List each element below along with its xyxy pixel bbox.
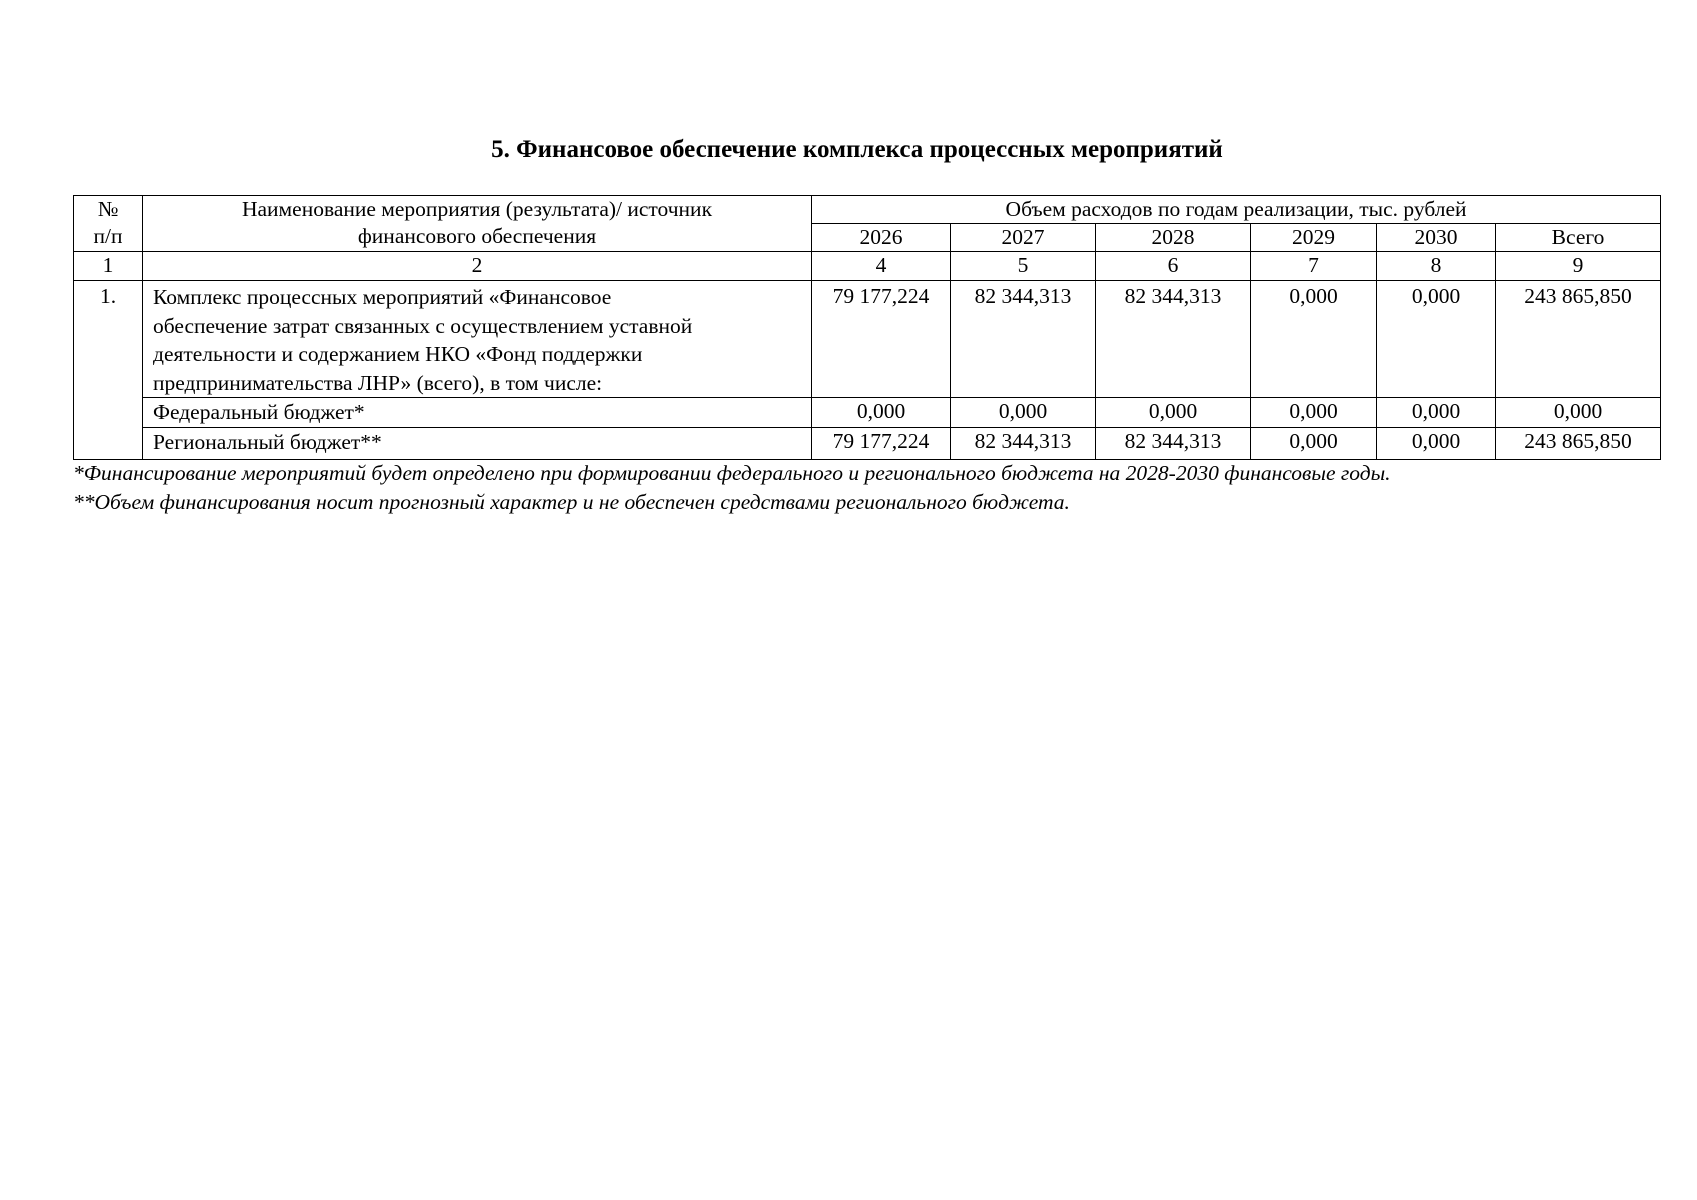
value-2027: 82 344,313 — [951, 281, 1096, 398]
header-name-line2: финансового обеспечения — [357, 224, 597, 248]
header-num-line2: п/п — [93, 224, 123, 248]
value-2027: 0,000 — [951, 398, 1096, 428]
header-year-2027: 2027 — [951, 224, 1096, 252]
colnum-2: 2 — [143, 252, 812, 281]
row-name: Федеральный бюджет* — [143, 398, 812, 428]
value-2028: 82 344,313 — [1096, 427, 1251, 459]
value-2029: 0,000 — [1251, 281, 1377, 398]
header-total: Всего — [1496, 224, 1661, 252]
financing-table — [73, 195, 1661, 460]
table-row-complex — [74, 281, 1661, 398]
value-2026: 79 177,224 — [812, 281, 951, 398]
value-2028: 82 344,313 — [1096, 281, 1251, 398]
header-group: Объем расходов по годам реализации, тыс. рублей — [812, 196, 1661, 224]
colnum-6: 6 — [1096, 252, 1251, 281]
value-2030: 0,000 — [1377, 427, 1496, 459]
table-row-federal — [74, 398, 1661, 428]
header-year-2026: 2026 — [812, 224, 951, 252]
colnum-8: 8 — [1377, 252, 1496, 281]
value-2026: 0,000 — [812, 398, 951, 428]
row-name: Региональный бюджет** — [143, 427, 812, 459]
header-name-line1: Наименование мероприятия (результата)/ источник — [241, 197, 713, 221]
row-name-line: предпринимательства ЛНР» (всего), в том числе: — [153, 370, 603, 395]
value-total: 243 865,850 — [1496, 281, 1661, 398]
footnote-1: *Финансирование мероприятий будет определено при формировании федерального и регионального бюджета на 2028-2030 финансовые годы. — [73, 461, 1391, 485]
colnum-1: 1 — [74, 252, 143, 281]
value-2027: 82 344,313 — [951, 427, 1096, 459]
value-total: 243 865,850 — [1496, 427, 1661, 459]
header-num-col — [74, 196, 143, 252]
value-2029: 0,000 — [1251, 398, 1377, 428]
header-year-2030: 2030 — [1377, 224, 1496, 252]
row-name-line: деятельности и содержанием НКО «Фонд поддержки — [153, 342, 643, 366]
colnum-7: 7 — [1251, 252, 1377, 281]
header-num-line1: № — [97, 197, 119, 221]
footnote-2: **Объем финансирования носит прогнозный характер и не обеспечен средствами регионального бюджета. — [73, 490, 1070, 514]
row-name — [143, 281, 812, 398]
column-numbers-row — [74, 252, 1661, 281]
value-2028: 0,000 — [1096, 398, 1251, 428]
row-number: 1. — [74, 281, 143, 460]
colnum-4: 4 — [812, 252, 951, 281]
value-2030: 0,000 — [1377, 398, 1496, 428]
row-name-line: обеспечение затрат связанных с осуществлением уставной — [153, 313, 693, 338]
colnum-9: 9 — [1496, 252, 1661, 281]
colnum-5: 5 — [951, 252, 1096, 281]
header-year-2028: 2028 — [1096, 224, 1251, 252]
value-2026: 79 177,224 — [812, 427, 951, 459]
value-2029: 0,000 — [1251, 427, 1377, 459]
row-name-line: Комплекс процессных мероприятий «Финансовое — [153, 285, 612, 309]
header-name-col — [143, 196, 812, 252]
value-total: 0,000 — [1496, 398, 1661, 428]
section-title: 5. Финансовое обеспечение комплекса процессных мероприятий — [491, 136, 1223, 163]
value-2030: 0,000 — [1377, 281, 1496, 398]
table-row-regional — [74, 427, 1661, 459]
header-year-2029: 2029 — [1251, 224, 1377, 252]
